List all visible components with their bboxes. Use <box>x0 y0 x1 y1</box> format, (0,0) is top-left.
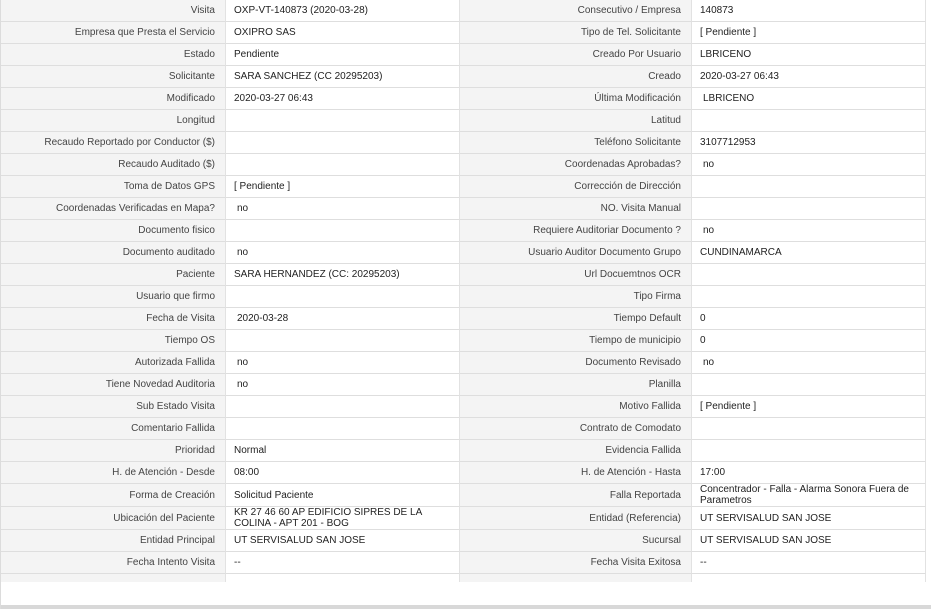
field-value: Pendiente <box>226 44 460 66</box>
field-label: Longitud <box>1 110 226 132</box>
field-label: Visita <box>1 0 226 22</box>
field-value: 2020-03-27 06:43 <box>226 88 460 110</box>
field-label: Recaudo Auditado ($) <box>1 154 226 176</box>
field-label: Toma de Datos GPS <box>1 176 226 198</box>
field-label: Documento auditado <box>1 242 226 264</box>
field-label: Tiene Novedad Auditoria <box>1 374 226 396</box>
field-value <box>226 132 460 154</box>
field-label: Recaudo Reportado por Conductor ($) <box>1 132 226 154</box>
field-value: no <box>226 352 460 374</box>
field-label: Tiempo Default <box>460 308 692 330</box>
field-label: Entidad (Referencia) <box>460 507 692 530</box>
field-value <box>226 154 460 176</box>
field-label: Contrato de Comodato <box>460 418 692 440</box>
field-value: SARA HERNANDEZ (CC: 20295203) <box>226 264 460 286</box>
field-value: [ Pendiente ] <box>692 396 926 418</box>
field-value <box>692 286 926 308</box>
field-value: UT SERVISALUD SAN JOSE <box>226 530 460 552</box>
field-label: Tipo de Tel. Solicitante <box>460 22 692 44</box>
field-value: no <box>226 242 460 264</box>
field-value <box>692 418 926 440</box>
field-label: Coordenadas Aprobadas? <box>460 154 692 176</box>
field-label: Tipo Firma <box>460 286 692 308</box>
field-label: Modificado <box>1 88 226 110</box>
field-label: Latitud <box>460 110 692 132</box>
field-value <box>692 440 926 462</box>
field-value: [ Pendiente ] <box>692 22 926 44</box>
field-label: Url Docuemtnos OCR <box>460 264 692 286</box>
field-label: H. de Atención - Hasta <box>460 462 692 484</box>
field-value: UT SERVISALUD SAN JOSE <box>692 507 926 530</box>
field-label: Fecha de Visita <box>1 308 226 330</box>
field-value <box>692 264 926 286</box>
field-label: Comentario Fallida <box>1 418 226 440</box>
field-value: 140873 <box>692 0 926 22</box>
field-value: no <box>226 374 460 396</box>
field-value: no <box>226 198 460 220</box>
field-label: Tiempo OS <box>1 330 226 352</box>
horizontal-scrollbar[interactable] <box>1 605 931 609</box>
field-value: Solicitud Paciente <box>226 484 460 507</box>
field-value <box>226 110 460 132</box>
field-label: Entidad Principal <box>1 530 226 552</box>
field-label: Fecha Visita Exitosa <box>460 552 692 574</box>
field-label: Tiempo de municipio <box>460 330 692 352</box>
field-value <box>692 176 926 198</box>
field-label: Teléfono Solicitante <box>460 132 692 154</box>
field-value: KR 27 46 60 AP EDIFICIO SIPRES DE LA COLINA - APT 201 - BOG <box>226 507 460 530</box>
field-value <box>692 374 926 396</box>
field-value: LBRICENO <box>692 88 926 110</box>
field-label: Falla Reportada <box>460 484 692 507</box>
field-label: Usuario que firmo <box>1 286 226 308</box>
field-label: Documento Revisado <box>460 352 692 374</box>
field-value: [ Pendiente ] <box>226 176 460 198</box>
empty-cell <box>1 574 226 582</box>
field-label: Corrección de Dirección <box>460 176 692 198</box>
field-label: Empresa que Presta el Servicio <box>1 22 226 44</box>
field-value <box>226 286 460 308</box>
field-value <box>226 220 460 242</box>
field-label: Creado <box>460 66 692 88</box>
field-value: Normal <box>226 440 460 462</box>
field-label: Documento fisico <box>1 220 226 242</box>
field-value: no <box>692 154 926 176</box>
field-value <box>226 396 460 418</box>
field-value: -- <box>226 552 460 574</box>
field-value: Concentrador - Falla - Alarma Sonora Fuera de Parametros <box>692 484 926 507</box>
empty-cell <box>692 574 926 582</box>
field-value <box>692 110 926 132</box>
field-value: OXP-VT-140873 (2020-03-28) <box>226 0 460 22</box>
field-value <box>692 198 926 220</box>
field-value: 0 <box>692 308 926 330</box>
field-label: Fecha Intento Visita <box>1 552 226 574</box>
field-label: Autorizada Fallida <box>1 352 226 374</box>
field-label: Requiere Auditoriar Documento ? <box>460 220 692 242</box>
field-value: no <box>692 220 926 242</box>
field-label: Paciente <box>1 264 226 286</box>
field-value: 3107712953 <box>692 132 926 154</box>
field-value: 0 <box>692 330 926 352</box>
field-value: OXIPRO SAS <box>226 22 460 44</box>
field-value: no <box>692 352 926 374</box>
field-value: UT SERVISALUD SAN JOSE <box>692 530 926 552</box>
field-label: Usuario Auditor Documento Grupo <box>460 242 692 264</box>
field-label: Forma de Creación <box>1 484 226 507</box>
field-label: Sub Estado Visita <box>1 396 226 418</box>
field-label: H. de Atención - Desde <box>1 462 226 484</box>
empty-cell <box>226 574 460 582</box>
visit-detail-grid <box>1 0 926 582</box>
field-label: Estado <box>1 44 226 66</box>
field-label: Coordenadas Verificadas en Mapa? <box>1 198 226 220</box>
field-label: Ubicación del Paciente <box>1 507 226 530</box>
empty-cell <box>460 574 692 582</box>
field-value <box>226 330 460 352</box>
field-label: Sucursal <box>460 530 692 552</box>
field-label: Creado Por Usuario <box>460 44 692 66</box>
field-label: Planilla <box>460 374 692 396</box>
field-value: 2020-03-28 <box>226 308 460 330</box>
field-label: Evidencia Fallida <box>460 440 692 462</box>
field-value: LBRICENO <box>692 44 926 66</box>
field-label: Solicitante <box>1 66 226 88</box>
field-label: Motivo Fallida <box>460 396 692 418</box>
field-value <box>226 418 460 440</box>
field-value: SARA SANCHEZ (CC 20295203) <box>226 66 460 88</box>
field-value: 08:00 <box>226 462 460 484</box>
field-label: Prioridad <box>1 440 226 462</box>
field-label: Última Modificación <box>460 88 692 110</box>
field-label: NO. Visita Manual <box>460 198 692 220</box>
field-value: 17:00 <box>692 462 926 484</box>
field-value: -- <box>692 552 926 574</box>
field-label: Consecutivo / Empresa <box>460 0 692 22</box>
field-value: CUNDINAMARCA <box>692 242 926 264</box>
field-value: 2020-03-27 06:43 <box>692 66 926 88</box>
